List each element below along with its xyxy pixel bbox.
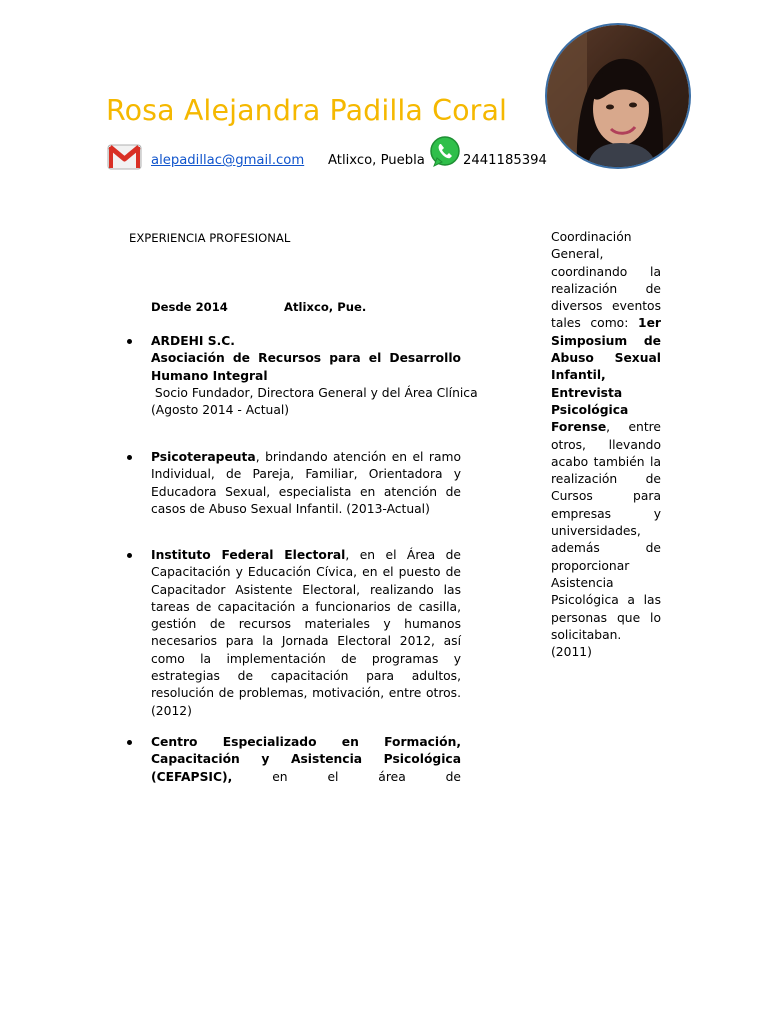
item-title: Centro Especializado en Formación, Capacitación y Asistencia Psicológica (CEFAPSIC),	[151, 735, 461, 784]
whatsapp-icon	[428, 135, 462, 169]
right-text-2: , entre otros, llevando acabo también la realización de Cursos para empresas y universidades, además de proporcionar Asistencia Psicológica a las personas que lo solicitaban. (2011)	[551, 420, 661, 660]
org-full-name: Asociación de Recursos para el Desarrollo Humano Integral	[151, 351, 461, 383]
bullet-icon	[127, 553, 132, 558]
item-description: en el área de	[232, 769, 461, 784]
list-item-text	[151, 547, 461, 720]
item-description: , brindando atención en el ramo Individual, de Pareja, Familiar, Orientadora y Educadora Sexual, especialista en atención de casos de Abuso Sexual Infantil. (2013-Actual)	[151, 450, 461, 516]
bullet-icon	[127, 455, 132, 460]
bullet-icon	[127, 339, 132, 344]
right-column-text	[551, 229, 661, 661]
profile-photo	[547, 25, 689, 167]
list-item-text	[151, 449, 461, 518]
right-text-1: Coordinación General, coordinando la realización de diversos eventos tales como:	[551, 230, 661, 331]
candidate-name: Rosa Alejandra Padilla Coral	[106, 94, 508, 127]
period-text: (Agosto 2014 - Actual)	[151, 403, 290, 418]
list-item-text	[151, 734, 461, 786]
right-bold-events: 1er Simposium de Abuso Sexual Infantil, Entrevista Psicológica Forense	[551, 316, 661, 435]
section-title: EXPERIENCIA PROFESIONAL	[129, 231, 291, 245]
email-link[interactable]: alepadillac@gmail.com	[151, 153, 305, 168]
bullet-icon	[127, 740, 132, 745]
org-name: ARDEHI S.C.	[151, 334, 235, 348]
list-item-text	[151, 333, 478, 419]
item-title: Instituto Federal Electoral	[151, 548, 346, 562]
since-date: Desde 2014	[151, 300, 228, 314]
item-description: , en el Área de Capacitación y Educación Cívica, en el puesto de Capacitador Asistente Electoral, realizando las tareas de capacitación a funcionarios de casilla, gestión de recursos materiales y humanos necesarios para la Jornada Electoral 2012, así como la implementación de programas y estrategias de capacitación para adultos, resolución de problemas, motivación, entre otros. (2012)	[151, 548, 462, 718]
since-place: Atlixco, Pue.	[284, 300, 367, 314]
item-title: Psicoterapeuta	[151, 450, 256, 464]
phone-number: 2441185394	[463, 153, 547, 168]
location-text: Atlixco, Puebla	[328, 153, 425, 168]
gmail-icon	[107, 142, 142, 171]
role-text: Socio Fundador, Directora General y del Área Clínica	[151, 385, 478, 400]
